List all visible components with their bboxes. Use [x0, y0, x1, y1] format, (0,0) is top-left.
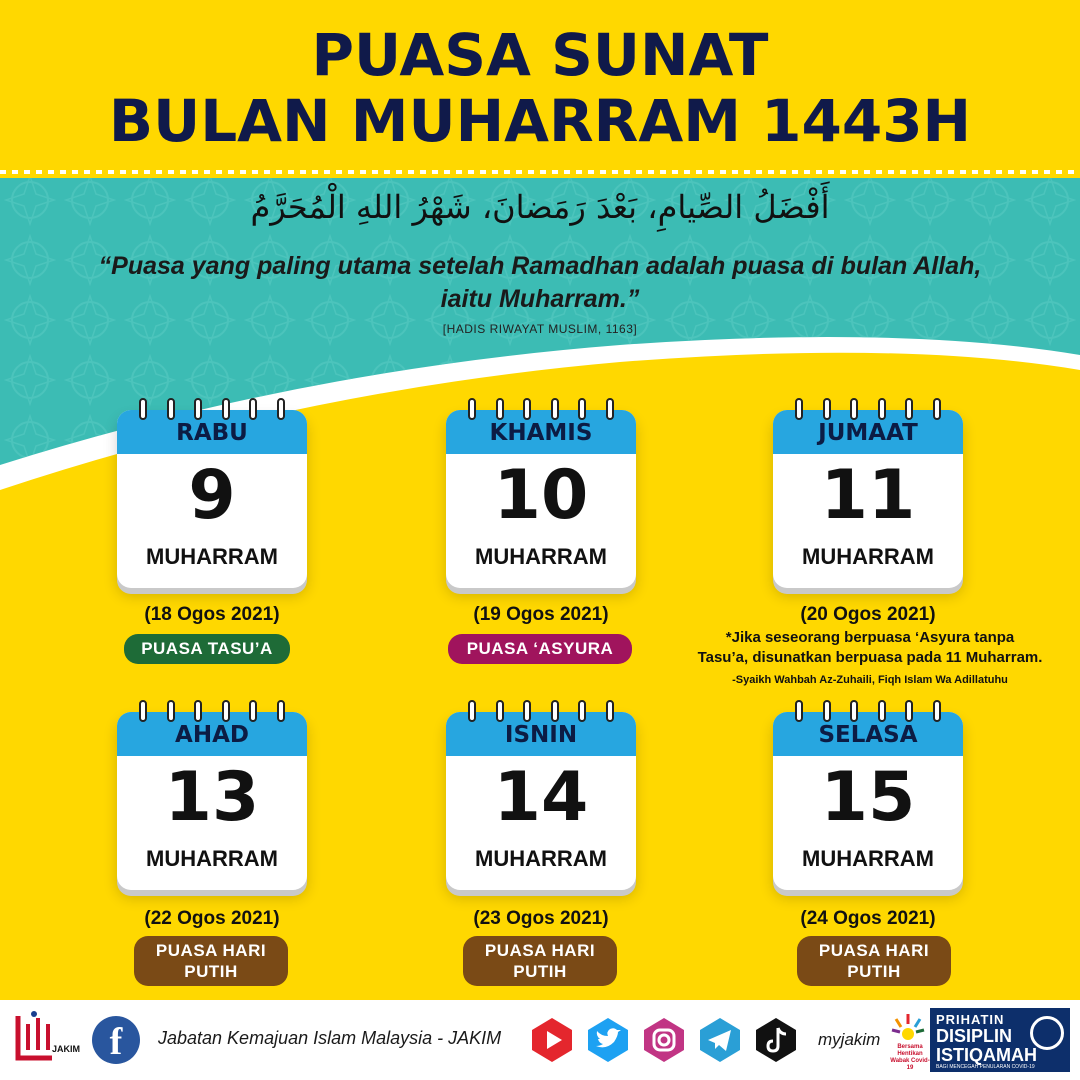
calendar-card-isnin: [446, 700, 636, 890]
prihatin-line-2: DISIPLIN: [936, 1026, 1013, 1046]
prihatin-badge: [930, 1008, 1070, 1072]
calendar-day: ISNIN: [504, 722, 578, 748]
hadith-arabic: أَفْضَلُ الصِّيامِ، بَعْدَ رَمَضانَ، شَهْرُ اللهِ الْمُحَرَّمُ: [250, 188, 830, 226]
instagram-icon[interactable]: [640, 1016, 688, 1064]
calendar-page: [446, 712, 636, 890]
calendar-number: 9: [188, 456, 236, 535]
footnote-line-2: Tasu’a, disunatkan berpuasa pada 11 Muharram.: [697, 649, 1043, 666]
youtube-icon[interactable]: [528, 1016, 576, 1064]
calendar-card-khamis: [446, 398, 636, 588]
calendar-number: 14: [493, 758, 589, 837]
footnote-line-1: *Jika seseorang berpuasa ‘Asyura tanpa: [725, 629, 1015, 646]
badge-hari-putih: [463, 936, 617, 986]
date-label: (19 Ogos 2021): [473, 604, 609, 625]
date-label: (20 Ogos 2021): [800, 604, 936, 625]
binder-rings: [139, 398, 285, 420]
badge-asyura: PUASA ‘ASYURA: [448, 634, 632, 664]
calendar-card-ahad: [117, 700, 307, 890]
calendar-page: [773, 712, 963, 890]
prihatin-line-1: PRIHATIN: [936, 1012, 1005, 1027]
badge-line-2: PUTIH: [847, 962, 901, 981]
prihatin-tagline: BAGI MENCEGAH PENULARAN COVID-19: [936, 1064, 1035, 1070]
badge-tasua: PUASA TASU’A: [124, 634, 290, 664]
telegram-icon[interactable]: [696, 1016, 744, 1064]
calendar-day: AHAD: [175, 722, 249, 748]
organization-name: Jabatan Kemajuan Islam Malaysia - JAKIM: [158, 1028, 502, 1048]
calendar-day: RABU: [176, 420, 248, 446]
badge-hari-putih: [134, 936, 288, 986]
title-line-1: PUASA SUNAT: [311, 21, 769, 89]
social-handle: myjakim: [818, 1030, 881, 1049]
badge-hari-putih: [797, 936, 951, 986]
page-title: [0, 22, 1080, 154]
binder-rings: [795, 398, 941, 420]
footnote: [680, 628, 1060, 668]
calendar-month: MUHARRAM: [475, 544, 607, 569]
binder-rings: [139, 700, 285, 722]
hadith-translation: [40, 250, 1040, 316]
calendar-card-selasa: [773, 700, 963, 890]
calendar-page: [117, 410, 307, 588]
badge-line-1: PUASA HARI: [484, 941, 596, 960]
calendar-card-jumaat: [773, 398, 963, 588]
hadith-source: [HADIS RIWAYAT MUSLIM, 1163]: [442, 322, 638, 336]
jakim-logo-icon: [12, 1010, 72, 1070]
facebook-icon[interactable]: [92, 1016, 140, 1064]
facebook-glyph: f: [109, 1021, 123, 1063]
calendar-month: MUHARRAM: [802, 846, 934, 871]
twitter-icon[interactable]: [584, 1016, 632, 1064]
calendar-day: SELASA: [818, 722, 918, 748]
calendar-day: KHAMIS: [489, 420, 593, 446]
binder-rings: [468, 398, 614, 420]
calendar-number: 11: [820, 456, 916, 535]
date-label: (22 Ogos 2021): [144, 908, 280, 929]
prihatin-line-3: ISTIQAMAH: [936, 1045, 1037, 1065]
calendar-card-rabu: [117, 398, 307, 588]
badge-line-2: PUTIH: [184, 962, 238, 981]
calendar-month: MUHARRAM: [475, 846, 607, 871]
jakim-label: JAKIM: [52, 1044, 81, 1054]
badge-line-1: PUASA HARI: [155, 941, 267, 960]
calendar-month: MUHARRAM: [146, 846, 278, 871]
calendar-page: [446, 410, 636, 588]
covid-campaign-text: Bersama Hentikan Wabak Covid-19: [890, 1044, 930, 1071]
binder-rings: [795, 700, 941, 722]
badge-line-1: PUASA HARI: [818, 941, 930, 960]
date-label: (18 Ogos 2021): [144, 604, 280, 625]
hadith-translation-line-2: iaitu Muharram.”: [440, 285, 640, 313]
hadith-translation-line-1: “Puasa yang paling utama setelah Ramadhan adalah puasa di bulan Allah,: [98, 252, 982, 280]
date-label: (23 Ogos 2021): [473, 908, 609, 929]
footer: [0, 1000, 1080, 1080]
calendar-page: [117, 712, 307, 890]
date-label: (24 Ogos 2021): [800, 908, 936, 929]
calendar-page: [773, 410, 963, 588]
calendar-month: MUHARRAM: [146, 544, 278, 569]
calendar-number: 10: [493, 456, 589, 535]
badge-line-2: PUTIH: [513, 962, 567, 981]
no-virus-icon: [1030, 1016, 1064, 1050]
binder-rings: [468, 700, 614, 722]
title-line-2: BULAN MUHARRAM 1443H: [108, 87, 972, 155]
calendar-number: 15: [820, 758, 916, 837]
footnote-source: -Syaikh Wahbah Az-Zuhaili, Fiqh Islam Wa Adillatuhu: [732, 674, 1008, 686]
calendar-month: MUHARRAM: [802, 544, 934, 569]
calendar-day: JUMAAT: [818, 420, 918, 446]
tiktok-icon[interactable]: [752, 1016, 800, 1064]
calendar-number: 13: [164, 758, 260, 837]
